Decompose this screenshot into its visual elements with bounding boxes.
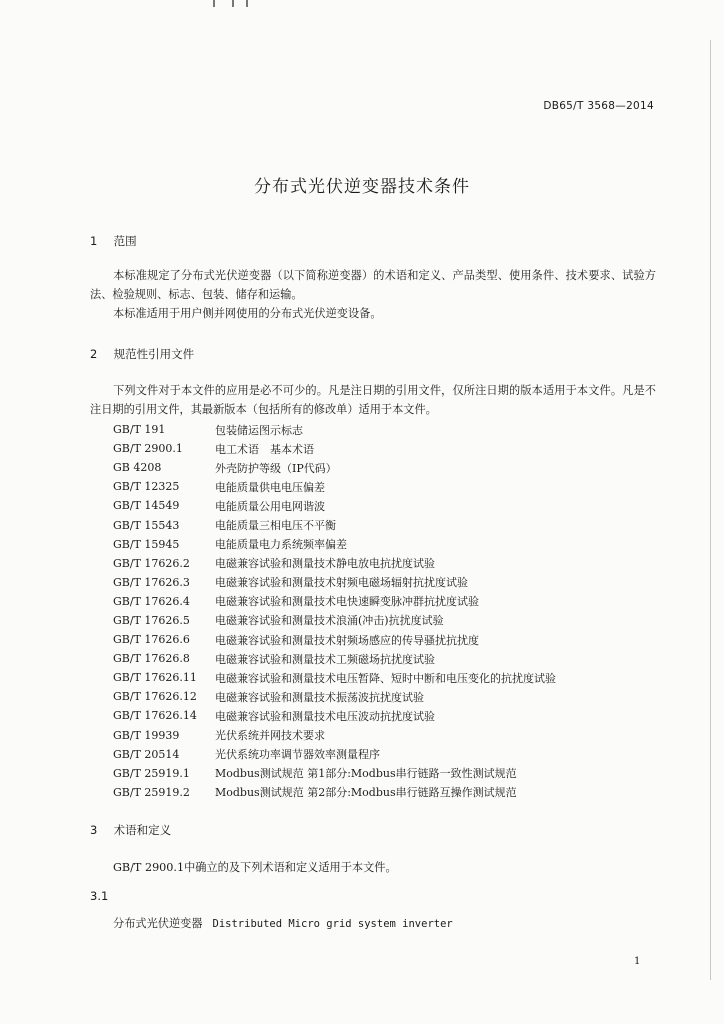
reference-code: GB/T 14549 <box>113 499 180 513</box>
reference-row <box>113 630 556 649</box>
reference-code: GB/T 20514 <box>113 747 180 761</box>
reference-title: 电磁兼容试验和测量技术射频电磁场辐射抗扰度试验 <box>215 576 468 590</box>
reference-code: GB/T 25919.2 <box>113 785 190 799</box>
reference-title: 电磁兼容试验和测量技术电快速瞬变脉冲群抗扰度试验 <box>215 595 479 609</box>
section-number: 1 <box>90 234 98 248</box>
reference-row <box>113 649 556 668</box>
reference-title: Modbus测试规范 第2部分:Modbus串行链路互操作测试规范 <box>215 786 517 800</box>
reference-title: 电能质量供电电压偏差 <box>215 480 325 494</box>
reference-title: 光伏系统并网技术要求 <box>215 729 325 743</box>
reference-title: 电磁兼容试验和测量技术电压波动抗扰度试验 <box>215 709 435 723</box>
page-number: 1 <box>634 956 641 967</box>
reference-code: GB/T 25919.1 <box>113 766 190 780</box>
reference-title: 外壳防护等级（IP代码） <box>215 461 337 475</box>
standard-code: DB65/T 3568—2014 <box>543 100 654 112</box>
reference-title: 电磁兼容试验和测量技术振荡波抗扰度试验 <box>215 690 424 704</box>
reference-code: GB/T 17626.4 <box>113 594 190 608</box>
reference-code: GB/T 17626.12 <box>113 690 197 704</box>
reference-code: GB/T 19939 <box>113 728 180 742</box>
document-title: 分布式光伏逆变器技术条件 <box>254 177 470 197</box>
reference-row <box>113 420 556 439</box>
section-title: 范围 <box>113 234 137 248</box>
references-intro: 下列文件对于本文件的应用是必不可少的。凡是注日期的引用文件，仅所注日期的版本适用于本文件。凡是不注日期的引用文件，其最新版本（包括所有的修改单）适用于本文件。 <box>90 384 656 416</box>
reference-title: 电磁兼容试验和测量技术工频磁场抗扰度试验 <box>215 652 435 666</box>
reference-row <box>113 783 556 802</box>
terms-intro: GB/T 2900.1中确立的及下列术语和定义适用于本文件。 <box>113 861 397 874</box>
section-number: 2 <box>90 347 98 361</box>
reference-code: GB/T 17626.8 <box>113 652 190 666</box>
reference-list <box>113 420 556 802</box>
reference-title: 电能质量电力系统频率偏差 <box>215 538 347 552</box>
reference-row <box>113 764 556 783</box>
reference-title: 电能质量公用电网谐波 <box>215 499 325 513</box>
reference-row <box>113 554 556 573</box>
reference-row <box>113 496 556 515</box>
reference-code: GB/T 17626.2 <box>113 556 190 570</box>
section-3-heading <box>90 822 171 838</box>
scan-mark <box>246 0 248 7</box>
reference-title: 电工术语 基本术语 <box>215 442 314 456</box>
scan-mark <box>232 0 234 7</box>
reference-row <box>113 687 556 706</box>
reference-row <box>113 611 556 630</box>
reference-row <box>113 477 556 496</box>
reference-title: 电能质量三相电压不平衡 <box>215 519 336 533</box>
section-title: 术语和定义 <box>113 823 172 837</box>
reference-code: GB/T 17626.11 <box>113 671 197 685</box>
reference-row <box>113 706 556 725</box>
reference-row <box>113 668 556 687</box>
reference-title: 电磁兼容试验和测量技术射频场感应的传导骚扰抗扰度 <box>215 633 479 647</box>
scope-paragraph-2: 本标准适用于用户侧并网使用的分布式光伏逆变设备。 <box>113 307 382 320</box>
reference-row <box>113 745 556 764</box>
reference-code: GB/T 15543 <box>113 518 180 532</box>
reference-code: GB 4208 <box>113 461 162 475</box>
reference-code: GB/T 2900.1 <box>113 442 183 456</box>
reference-title: 电磁兼容试验和测量技术浪涌(冲击)抗扰度试验 <box>215 614 444 628</box>
term-english: Distributed Micro grid system inverter <box>212 918 453 930</box>
reference-code: GB/T 15945 <box>113 537 180 551</box>
reference-code: GB/T 17626.6 <box>113 633 190 647</box>
reference-row <box>113 439 556 458</box>
reference-title: 电磁兼容试验和测量技术静电放电抗扰度试验 <box>215 557 435 571</box>
subsection-number: 3.1 <box>90 889 109 903</box>
section-title: 规范性引用文件 <box>113 347 195 361</box>
reference-title: 光伏系统功率调节器效率测量程序 <box>215 748 380 762</box>
reference-row <box>113 458 556 477</box>
term-definition <box>113 915 453 931</box>
reference-row <box>113 535 556 554</box>
reference-row <box>113 515 556 534</box>
scan-mark <box>213 0 215 7</box>
reference-code: GB/T 17626.14 <box>113 709 197 723</box>
reference-code: GB/T 17626.3 <box>113 575 190 589</box>
reference-row <box>113 573 556 592</box>
reference-title: Modbus测试规范 第1部分:Modbus串行链路一致性测试规范 <box>215 767 517 781</box>
reference-code: GB/T 191 <box>113 423 166 437</box>
reference-title: 包装储运图示标志 <box>215 423 303 437</box>
term-chinese: 分布式光伏逆变器 <box>113 917 203 930</box>
reference-code: GB/T 12325 <box>113 480 180 494</box>
reference-row <box>113 726 556 745</box>
section-number: 3 <box>90 823 98 837</box>
reference-title: 电磁兼容试验和测量技术电压暂降、短时中断和电压变化的抗扰度试验 <box>215 671 556 685</box>
scope-paragraph-1: 本标准规定了分布式光伏逆变器（以下简称逆变器）的术语和定义、产品类型、使用条件、技术要求、试验方法、检验规则、标志、包装、储存和运输。 <box>90 269 656 301</box>
reference-code: GB/T 17626.5 <box>113 613 190 627</box>
section-2-heading <box>90 346 194 362</box>
reference-row <box>113 592 556 611</box>
section-1-heading <box>90 233 137 249</box>
